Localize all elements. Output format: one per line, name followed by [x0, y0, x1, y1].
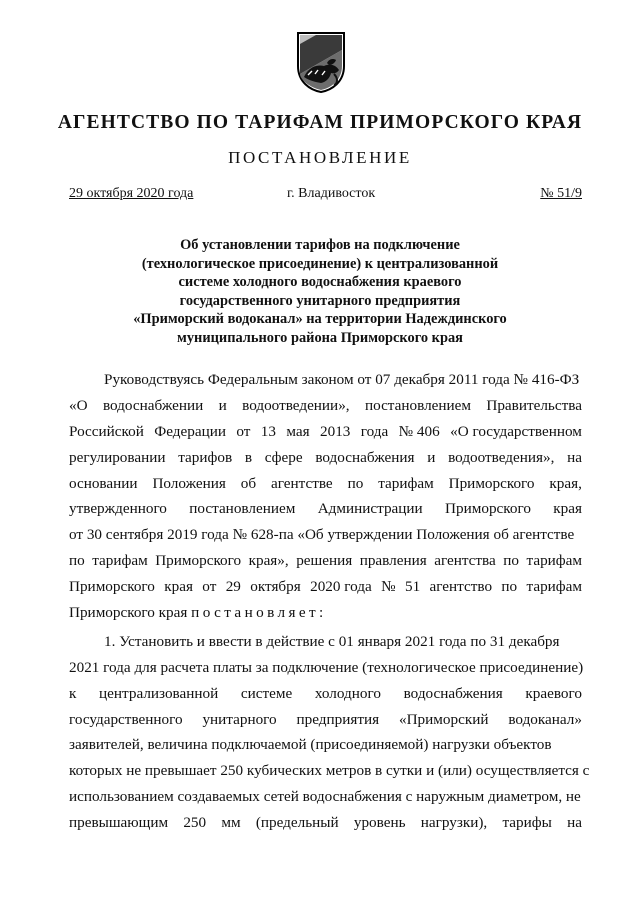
body-word: об	[240, 474, 257, 492]
body-word: года	[360, 422, 389, 440]
body-word: Администрации	[317, 500, 423, 518]
body-word: нагрузки),	[420, 814, 488, 832]
body-word: Российской	[69, 422, 144, 440]
body-word: агентства	[434, 552, 496, 570]
body-word: тарифам	[526, 552, 582, 570]
body-word: водоотведения»,	[448, 448, 555, 466]
agency-title: АГЕНТСТВО ПО ТАРИФАМ ПРИМОРСКОГО КРАЯ	[57, 112, 583, 133]
body-word: агентстве	[271, 474, 333, 492]
body-word: от	[236, 422, 251, 440]
body-line	[69, 707, 582, 733]
body-word: регулировании	[69, 448, 166, 466]
body-word: края,	[549, 474, 582, 492]
body-word: унитарного	[202, 710, 277, 728]
body-line	[69, 600, 582, 626]
body-line	[69, 419, 582, 445]
body-text: Приморского края	[69, 604, 188, 622]
body-word: Правительства	[486, 396, 582, 414]
body-line	[69, 367, 582, 393]
document-city: г. Владивосток	[287, 186, 376, 201]
body-word: №	[381, 578, 396, 596]
body-word: которых не превышает 250 кубических метров в сутки и (или) осуществляется с	[69, 762, 590, 780]
body-word: от	[202, 578, 217, 596]
body-line	[69, 732, 582, 758]
body-line	[69, 496, 582, 522]
body-word: от 30 сентября 2019 года № 628-па «Об утверждении Положения об агентстве	[69, 526, 575, 544]
body-word: государственного	[69, 710, 183, 728]
body-word: тарифам	[526, 578, 582, 596]
body-word: централизованной	[99, 684, 219, 702]
body-word: мая	[286, 422, 310, 440]
body-word: 2020 года	[310, 578, 372, 596]
body-word: мм	[221, 814, 241, 832]
body-word: водоканал»	[508, 710, 582, 728]
coat-of-arms-icon	[294, 30, 348, 94]
document-type: ПОСТАНОВЛЕНИЕ	[228, 148, 412, 167]
document-subject	[80, 236, 560, 347]
body-line	[69, 758, 590, 784]
body-line	[69, 681, 582, 707]
body-line	[69, 522, 582, 548]
subject-line: системе холодного водоснабжения краевого	[178, 274, 462, 290]
body-word: постановлением	[189, 500, 296, 518]
body-line	[69, 784, 582, 810]
body-word: края»,	[248, 552, 289, 570]
body-word: по	[501, 578, 518, 596]
body-word: тарифов	[178, 448, 233, 466]
document-body	[69, 367, 590, 836]
body-word: по	[503, 552, 519, 570]
body-word: Приморского	[448, 474, 535, 492]
body-word: водоотведении»,	[242, 396, 350, 414]
body-word: использованием создаваемых сетей водоснабжения с наружным диаметром, не	[69, 788, 581, 806]
body-word: системе	[240, 684, 293, 702]
body-word: по	[69, 552, 85, 570]
body-word: к	[69, 684, 77, 702]
body-word: № 406	[398, 422, 440, 440]
body-word: 2021 года для расчета платы за подключение (технологическое присоединение)	[69, 658, 584, 676]
body-word: сфере	[264, 448, 303, 466]
subject-line: Об установлении тарифов на подключение	[180, 237, 460, 253]
body-word: Федерации	[154, 422, 226, 440]
body-word: водоснабжения	[315, 448, 415, 466]
body-word: уровень	[353, 814, 406, 832]
body-line	[69, 548, 582, 574]
body-word: тарифы	[502, 814, 552, 832]
body-word: правления	[359, 552, 427, 570]
body-word: 13	[260, 422, 276, 440]
body-word: краевого	[525, 684, 582, 702]
body-word: постановлением	[364, 396, 471, 414]
body-word: 29	[225, 578, 241, 596]
body-word: на	[567, 448, 582, 466]
body-word: «Приморский	[399, 710, 489, 728]
body-line	[69, 810, 582, 836]
subject-line: муниципального района Приморского края	[177, 329, 463, 346]
body-word: «О государственном	[450, 422, 582, 440]
body-line	[69, 393, 582, 419]
preamble-paragraph	[69, 367, 582, 626]
body-word: Приморского	[69, 578, 155, 596]
body-word: тарифам	[378, 474, 434, 492]
body-word: и	[427, 448, 436, 466]
body-word: водоснабжения	[403, 684, 503, 702]
body-word: (предельный	[255, 814, 339, 832]
body-word: утвержденного	[69, 500, 167, 518]
body-word: тарифам	[92, 552, 148, 570]
body-word: на	[567, 814, 582, 832]
body-word: Руководствуясь Федеральным законом от 07 декабря 2011 года № 416-ФЗ	[104, 371, 580, 388]
body-word: 1. Установить и ввести в действие с 01 января 2021 года по 31 декабря	[104, 632, 560, 650]
body-word: и	[218, 396, 227, 414]
body-word: агентство	[429, 578, 493, 596]
body-word: по	[347, 474, 364, 492]
body-word: решения	[296, 552, 353, 570]
body-line	[69, 471, 582, 497]
body-word: превышающим	[69, 814, 169, 832]
body-word: заявителей, величина подключаемой (присоединяемой) нагрузки объектов	[69, 736, 552, 754]
resolution-word: постановляет:	[191, 604, 327, 622]
body-word: края	[164, 578, 193, 596]
body-word: 2013	[320, 422, 351, 440]
body-word: Приморского	[155, 552, 242, 570]
body-word: водоснабжении	[102, 396, 204, 414]
body-word: основании	[69, 474, 138, 492]
body-word: 250	[183, 814, 207, 832]
subject-line: государственного унитарного предприятия	[179, 292, 461, 309]
clause-1-paragraph	[69, 629, 590, 836]
body-word: предприятия	[296, 710, 380, 728]
body-word: в	[244, 448, 253, 466]
body-word: Приморского	[445, 500, 531, 518]
document-number: № 51/9	[540, 186, 582, 201]
body-line	[69, 445, 582, 471]
body-line	[69, 655, 582, 681]
body-line	[69, 574, 582, 600]
subject-line: «Приморский водоканал» на территории Надеждинского	[133, 311, 507, 327]
body-word: Положения	[152, 474, 226, 492]
subject-line: (технологическое присоединение) к централизованной	[141, 255, 499, 272]
body-word: 51	[404, 578, 421, 596]
body-word: октября	[250, 578, 301, 596]
body-word: края	[553, 500, 582, 518]
document-date: 29 октября 2020 года	[69, 186, 194, 201]
body-word: холодного	[314, 684, 381, 702]
body-line	[69, 629, 582, 655]
body-word: «О	[69, 396, 88, 414]
